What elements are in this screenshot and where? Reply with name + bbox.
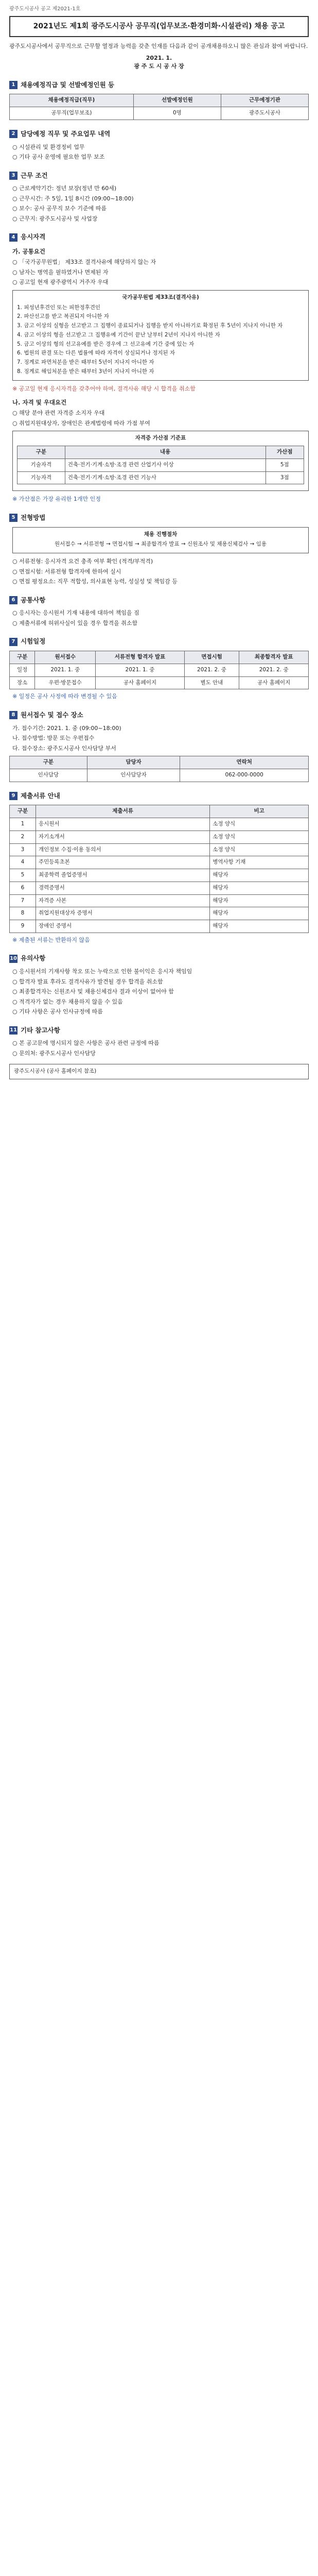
list-item: ○ 문의처: 광주도시공사 인사담당 xyxy=(12,1049,96,1057)
section-3-heading: 근무 조건 xyxy=(21,171,48,179)
list-item: ○ 해당 분야 관련 자격증 소지자 우대 xyxy=(12,410,105,417)
list-item: ○ 남자는 병역을 필하였거나 면제된 자 xyxy=(12,268,109,276)
section-6-number: 6 xyxy=(9,596,17,604)
table-cell: 2021. 2. 중 xyxy=(184,664,239,676)
table-cell: 경력증명서 xyxy=(36,882,210,894)
table-row xyxy=(10,869,309,882)
table-cell: 2021. 2. 중 xyxy=(239,664,309,676)
table-row xyxy=(10,856,309,869)
list-item: ○ 기타 공사 운영에 필요한 업무 보조 xyxy=(12,154,105,160)
table-header: 구분 xyxy=(10,651,35,664)
section-2-title xyxy=(9,129,309,139)
table-cell: 소정 양식 xyxy=(210,831,309,843)
notice-date-org xyxy=(9,54,309,71)
table-cell: 7 xyxy=(10,894,36,907)
table-cell: 별도 안내 xyxy=(184,676,239,689)
section-6-heading: 공통사항 xyxy=(21,596,46,604)
section-2-heading: 담당예정 직무 및 주요업무 내역 xyxy=(21,129,111,138)
table-header: 제출서류 xyxy=(36,805,210,818)
list-item: 가. 접수기간: 2021. 1. 중 (09:00~18:00) xyxy=(12,724,121,732)
table-cell: 2021. 1. 중 xyxy=(35,664,96,676)
section-4-number: 4 xyxy=(9,233,17,242)
table-cell: 장소 xyxy=(10,676,35,689)
table-row xyxy=(10,920,309,933)
table-cell: 해당자 xyxy=(210,882,309,894)
list-item: ○ 합격자 발표 후라도 결격사유가 발견될 경우 합격을 취소함 xyxy=(12,978,163,985)
list-item: 나. 접수방법: 방문 또는 우편접수 xyxy=(12,735,95,741)
section-8-title xyxy=(9,710,309,720)
box-line: 8. 징계로 해임처분을 받은 때부터 3년이 지나지 아니한 자 xyxy=(17,368,154,375)
footer-box xyxy=(9,1064,309,1079)
section-4-heading: 응시자격 xyxy=(21,233,46,241)
table-row xyxy=(10,664,309,676)
section-4-title xyxy=(9,232,309,242)
box-title: 자격증 가산점 기준표 xyxy=(135,435,186,442)
table-cell: 우편·방문접수 xyxy=(35,676,96,689)
table-cell: 해당자 xyxy=(210,869,309,882)
process-flow: 원서접수 → 서류전형 → 면접시험 → 최종합격자 발표 → 신원조사 및 채용신체검사 → 임용 xyxy=(55,541,267,548)
section-6-title xyxy=(9,596,309,605)
box-line: 5. 금고 이상의 형의 선고유예를 받은 경우에 그 선고유예 기간 중에 있는 자 xyxy=(17,341,195,347)
list-item: ○ 시설관리 및 환경정비 업무 xyxy=(12,143,85,150)
table-header: 담당자 xyxy=(87,756,180,769)
box-title: 채용 진행절차 xyxy=(144,531,178,537)
table-cell: 5점 xyxy=(266,459,304,471)
table-cell: 기술자격 xyxy=(17,459,65,471)
section-11-heading: 기타 참고사항 xyxy=(21,1026,60,1034)
process-box xyxy=(12,527,309,554)
table-row xyxy=(10,843,309,856)
section-10-number: 10 xyxy=(9,955,17,963)
box-title: 국가공무원법 제33조(결격사유) xyxy=(122,294,199,300)
table-cell: 소정 양식 xyxy=(210,818,309,831)
section-7-title xyxy=(9,637,309,647)
section-9-heading: 제출서류 안내 xyxy=(21,791,60,800)
section-1-heading: 채용예정직급 및 선발예정인원 등 xyxy=(21,80,115,89)
schedule-note: ※ 일정은 공사 사정에 따라 변경될 수 있음 xyxy=(12,693,117,700)
notice-page xyxy=(0,0,318,1090)
list-item: ○ 적격자가 없는 경우 채용하지 않을 수 있음 xyxy=(12,998,123,1005)
documents-table xyxy=(9,805,309,933)
bonus-note: ※ 가산점은 가장 유리한 1개만 인정 xyxy=(12,496,101,503)
section-8-number: 8 xyxy=(9,711,17,719)
table-cell: 해당자 xyxy=(210,907,309,920)
table-row xyxy=(10,882,309,894)
section-9-title xyxy=(9,791,309,801)
section-3-number: 3 xyxy=(9,172,17,180)
box-line: 7. 징계로 파면처분을 받은 때부터 5년이 지나지 아니한 자 xyxy=(17,359,154,365)
documents-note: ※ 제출된 서류는 반환하지 않음 xyxy=(12,936,90,943)
box-line: 3. 금고 이상의 실형을 선고받고 그 집행이 종료되거나 집행을 받지 아니하기로 확정된 후 5년이 지나지 아니한 자 xyxy=(17,323,283,329)
section-11-title xyxy=(9,1026,309,1036)
section-5-number: 5 xyxy=(9,514,17,522)
table-header: 원서접수 xyxy=(35,651,96,664)
list-item: ○ 서류전형: 응시자격 요건 충족 여부 확인 (적격/부적격) xyxy=(12,558,153,565)
notice-org: 광 주 도 시 공 사 장 xyxy=(134,63,184,70)
section-10-heading: 유의사항 xyxy=(21,954,46,962)
table-cell: 인사담당 xyxy=(10,769,87,782)
table-cell: 일정 xyxy=(10,664,35,676)
table-header: 내용 xyxy=(65,446,266,459)
table-cell: 소정 양식 xyxy=(210,843,309,856)
table-header: 근무예정기관 xyxy=(221,94,308,107)
list-item: ○ 면접시험: 서류전형 합격자에 한하여 실시 xyxy=(12,568,121,575)
table-cell: 자기소개서 xyxy=(36,831,210,843)
table-cell: 인사담당자 xyxy=(87,769,180,782)
list-item: ○ 보수: 공사 공무직 보수 기준에 따름 xyxy=(12,205,107,212)
table-cell: 공사 홈페이지 xyxy=(239,676,309,689)
table-header: 선발예정인원 xyxy=(133,94,221,107)
list-item: ○ 면접 평정요소: 직무 적합성, 의사표현 능력, 성실성 및 책임감 등 xyxy=(12,578,178,585)
list-item: ○ 공고일 현재 광주광역시 거주자 우대 xyxy=(12,279,109,286)
table-cell: 1 xyxy=(10,818,36,831)
table-cell: 해당자 xyxy=(210,894,309,907)
table-cell: 공사 홈페이지 xyxy=(96,676,184,689)
table-cell: 건축·전기·기계·소방·조경 관련 산업기사 이상 xyxy=(65,459,266,471)
box-line: 2. 파산선고를 받고 복권되지 아니한 자 xyxy=(17,313,109,320)
table-cell: 3 xyxy=(10,843,36,856)
table-header: 구분 xyxy=(10,805,36,818)
table-cell: 응시원서 xyxy=(36,818,210,831)
table-header: 비고 xyxy=(210,805,309,818)
table-cell: 2021. 1. 중 xyxy=(96,664,184,676)
list-item: ○ 기타 사항은 공사 인사규정에 따름 xyxy=(12,1008,103,1015)
table-header: 서류전형 합격자 발표 xyxy=(96,651,184,664)
section-8-heading: 원서접수 및 접수 장소 xyxy=(21,710,83,719)
table-cell: 병역사항 기재 xyxy=(210,856,309,869)
notice-intro: 광주도시공사에서 공무직으로 근무할 열정과 능력을 갖춘 인재를 다음과 같이 공개채용하오니 많은 관심과 참여 바랍니다. xyxy=(9,43,308,49)
table-cell: 자격증 사본 xyxy=(36,894,210,907)
section-1-table xyxy=(9,94,309,120)
table-row xyxy=(17,459,304,471)
bonus-table xyxy=(17,446,304,484)
section-4-sub2: 나. 자격 및 우대요건 xyxy=(12,399,67,406)
table-header: 최종합격자 발표 xyxy=(239,651,309,664)
notice-date: 2021. 1. xyxy=(146,54,172,61)
section-7-number: 7 xyxy=(9,638,17,646)
eligibility-note: ※ 공고일 현재 응시자격을 갖추어야 하며, 결격사유 해당 시 합격을 취소함 xyxy=(12,385,196,392)
section-7-heading: 시험일정 xyxy=(21,637,46,646)
section-5-title xyxy=(9,513,309,523)
table-cell: 해당자 xyxy=(210,920,309,933)
list-item: ○ 취업지원대상자, 장애인은 관계법령에 따라 가점 부여 xyxy=(12,419,150,427)
notice-title: 2021년도 제1회 광주도시공사 공무직(업무보조·환경미화·시설관리) 채용 공고 xyxy=(9,16,309,37)
table-cell: 3점 xyxy=(266,471,304,484)
table-cell: 5 xyxy=(10,869,36,882)
table-cell: 0명 xyxy=(133,107,221,120)
table-header: 면접시험 xyxy=(184,651,239,664)
list-item: ○ 근로계약기간: 정년 보장(정년 만 60세) xyxy=(12,185,117,192)
table-row xyxy=(10,894,309,907)
table-cell: 광주도시공사 xyxy=(221,107,308,120)
table-cell: 장애인 증명서 xyxy=(36,920,210,933)
table-row xyxy=(10,831,309,843)
contact-table xyxy=(9,756,309,782)
list-item: 다. 접수장소: 광주도시공사 인사담당 부서 xyxy=(12,744,116,752)
section-1-title xyxy=(9,80,309,90)
table-cell: 공무직(업무보조) xyxy=(10,107,134,120)
list-item: ○ 근무지: 광주도시공사 및 사업장 xyxy=(12,215,98,222)
schedule-table xyxy=(9,651,309,689)
table-row xyxy=(17,471,304,484)
table-cell: 4 xyxy=(10,856,36,869)
section-10-title xyxy=(9,954,309,963)
section-4-sub1: 가. 공통요건 xyxy=(12,248,45,255)
table-header: 구분 xyxy=(17,446,65,459)
list-item: ○ 근무시간: 주 5일, 1일 8시간 (09:00~18:00) xyxy=(12,195,134,202)
notice-number: 광주도시공사 공고 제2021-1호 xyxy=(9,6,81,12)
list-item: ○ 본 공고문에 명시되지 않은 사항은 공사 관련 규정에 따름 xyxy=(12,1040,160,1047)
box-line: 6. 법원의 판결 또는 다른 법률에 따라 자격이 상실되거나 정지된 자 xyxy=(17,350,175,357)
list-item: ○ 제출서류에 허위사실이 있을 경우 합격을 취소함 xyxy=(12,619,138,626)
table-cell: 8 xyxy=(10,907,36,920)
table-row xyxy=(10,107,309,120)
section-11-number: 11 xyxy=(9,1026,17,1035)
table-row xyxy=(10,818,309,831)
table-cell: 기능자격 xyxy=(17,471,65,484)
table-row xyxy=(10,907,309,920)
table-cell: 취업지원대상자 증명서 xyxy=(36,907,210,920)
section-5-heading: 전형방법 xyxy=(21,513,46,521)
section-3-title xyxy=(9,171,309,181)
section-1-number: 1 xyxy=(9,81,17,89)
box-line: 1. 피성년후견인 또는 피한정후견인 xyxy=(17,304,101,311)
table-cell: 9 xyxy=(10,920,36,933)
table-header: 채용예정직급(직무) xyxy=(10,94,134,107)
table-header: 가산점 xyxy=(266,446,304,459)
table-row xyxy=(10,676,309,689)
table-header: 구분 xyxy=(10,756,87,769)
table-cell: 최종학력 졸업증명서 xyxy=(36,869,210,882)
bonus-table-box xyxy=(12,431,309,491)
section-2-number: 2 xyxy=(9,130,17,138)
table-cell: 주민등록초본 xyxy=(36,856,210,869)
table-cell: 6 xyxy=(10,882,36,894)
table-cell: 2 xyxy=(10,831,36,843)
section-9-number: 9 xyxy=(9,792,17,800)
footer-text: 광주도시공사 (공사 홈페이지 참조) xyxy=(14,1068,97,1075)
table-cell: 개인정보 수집·이용 동의서 xyxy=(36,843,210,856)
list-item: ○ 「국가공무원법」 제33조 결격사유에 해당하지 않는 자 xyxy=(12,259,156,266)
list-item: ○ 응시자는 응시원서 기재 내용에 대하여 책임을 짐 xyxy=(12,609,139,617)
list-item: ○ 최종합격자는 신원조사 및 채용신체검사 결과 이상이 없어야 함 xyxy=(12,988,174,995)
disqualification-box xyxy=(12,290,309,381)
table-cell: 062-000-0000 xyxy=(180,769,309,782)
table-header: 연락처 xyxy=(180,756,309,769)
list-item: ○ 응시원서의 기재사항 착오 또는 누락으로 인한 불이익은 응시자 책임임 xyxy=(12,968,192,975)
table-cell: 건축·전기·기계·소방·조경 관련 기능사 xyxy=(65,471,266,484)
table-row xyxy=(10,769,309,782)
box-line: 4. 금고 이상의 형을 선고받고 그 집행유예 기간이 끝난 날부터 2년이 지나지 아니한 자 xyxy=(17,331,220,338)
